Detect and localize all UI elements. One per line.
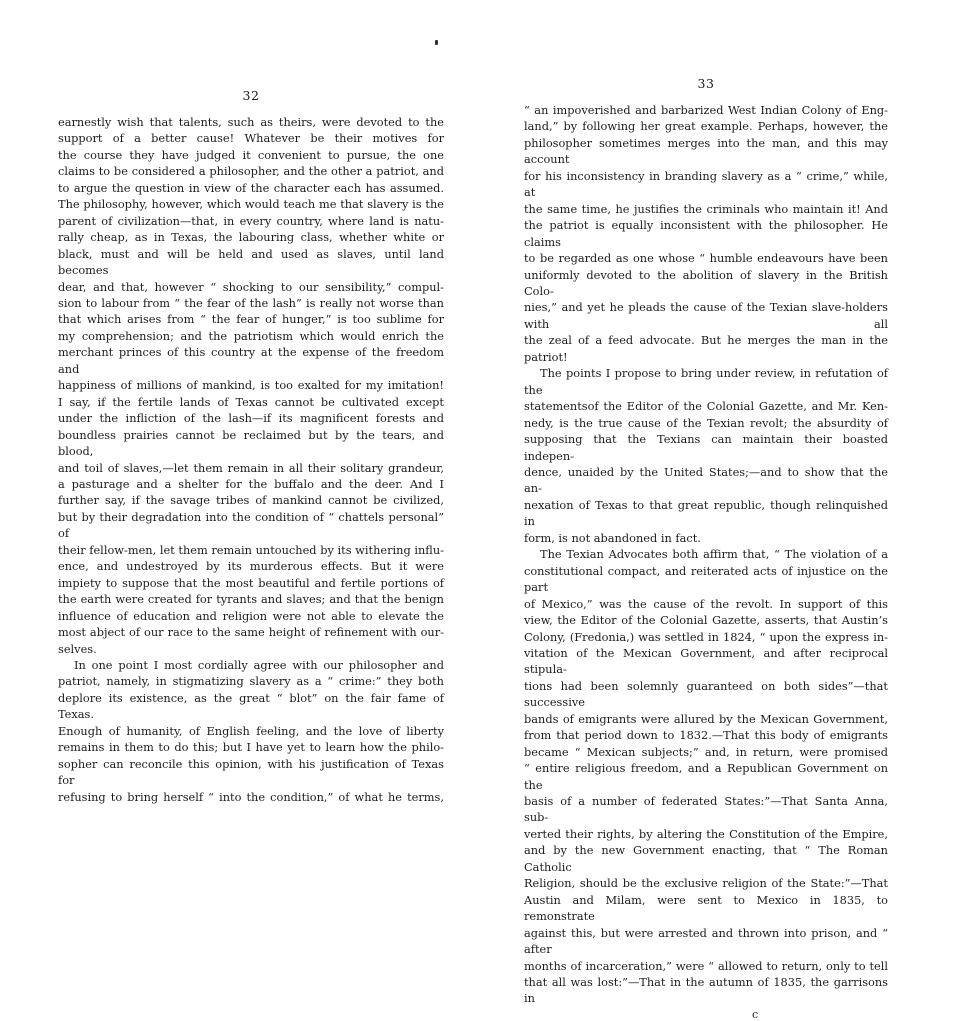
right-page-text xyxy=(524,102,888,1007)
left-page-text xyxy=(58,114,444,805)
text-line: statementsof the Editor of the Colonial Gazette, and Mr. Ken- xyxy=(524,399,888,414)
text-line: The points I propose to bring under review, in refutation of the xyxy=(524,366,888,397)
text-line: to argue the question in view of the character each has assumed. xyxy=(58,180,444,195)
right-page xyxy=(524,76,888,1021)
text-line: Enough of humanity, of English feeling, and the love of liberty xyxy=(58,723,444,738)
text-line: my comprehension; and the patriotism which would enrich the xyxy=(58,328,444,343)
text-line: ence, and undestroyed by its murderous effects. But it were xyxy=(58,559,444,574)
text-line: that all was lost:”—That in the autumn of 1835, the garrisons in xyxy=(524,975,888,1006)
text-line: the zeal of a feed advocate. But he merges the man in the patriot! xyxy=(524,333,888,364)
page-number-right: 33 xyxy=(697,76,715,91)
text-line: of Mexico,” was the cause of the revolt. In support of this xyxy=(524,596,888,611)
text-line: sopher can reconcile this opinion, with his justification of Texas for xyxy=(58,756,444,788)
text-line: to be regarded as one whose “ humble endeavours have been xyxy=(524,251,888,266)
text-line: Austin and Milam, were sent to Mexico in 1835, to remonstrate xyxy=(524,892,888,924)
text-line: their fellow-men, let them remain untouched by its withering influ- xyxy=(58,542,444,557)
text-line: constitutional compact, and reiterated acts of injustice on the part xyxy=(524,563,888,595)
text-line: vitation of the Mexican Government, and after reciprocal stipula- xyxy=(524,645,888,677)
text-line: “ an impoverished and barbarized West Indian Colony of Eng- xyxy=(524,103,888,117)
text-line: sion to labour from “ the fear of the lash” is really not worse than xyxy=(58,295,444,310)
text-line: patriot, namely, in stigmatizing slavery as a “ crime:” they both xyxy=(58,674,444,689)
text-line: became “ Mexican subjects;” and, in return, were promised xyxy=(524,744,888,759)
text-line: refusing to bring herself “ into the condition,” of what he terms, xyxy=(58,789,444,804)
text-line: nies,” and yet he pleads the cause of the Texian slave-holders with all xyxy=(524,300,888,331)
text-line: “ entire religious freedom, and a Republican Government on the xyxy=(524,761,888,792)
text-line: The Texian Advocates both affirm that, “ The violation of a xyxy=(540,547,888,562)
text-line: The philosophy, however, which would teach me that slavery is the xyxy=(58,197,444,212)
text-line: impiety to suppose that the most beautiful and fertile portions of xyxy=(58,575,444,590)
text-line: months of incarceration,” were “ allowed to return, only to tell xyxy=(524,958,888,973)
text-line: selves. xyxy=(58,641,97,656)
text-line: under the infliction of the lash—if its magnificent forests and xyxy=(58,411,444,426)
text-line: parent of civilization—that, in every country, where land is natu- xyxy=(58,213,444,228)
text-line: that which arises from “ the fear of hunger,” is too sublime for xyxy=(58,312,444,327)
text-line: supposing that the Texians can maintain their boasted indepen- xyxy=(524,432,888,463)
text-line: the earth were created for tyrants and slaves; and that the benign xyxy=(58,592,444,607)
text-line: support of a better cause! Whatever be their motives for xyxy=(58,131,444,146)
text-line: uniformly devoted to the abolition of slavery in the British Colo- xyxy=(524,267,888,298)
text-line: philosopher sometimes merges into the man, and this may account xyxy=(524,135,888,167)
text-line: land,” by following her great example. Perhaps, however, the xyxy=(524,119,888,134)
text-line: and by the new Government enacting, that “ The Roman Catholic xyxy=(524,843,888,874)
text-line: the same time, he justifies the criminals who maintain it! And xyxy=(524,201,888,216)
text-line: but by their degradation into the condition of “ chattels personal” of xyxy=(58,509,444,541)
text-line: claims to be considered a philosopher, and the other a patriot, and xyxy=(58,164,444,179)
text-line: most abject of our race to the same height of refinement with our- xyxy=(58,625,444,640)
text-line: Religion, should be the exclusive religion of the State:”—That xyxy=(524,876,888,891)
left-page xyxy=(58,88,444,805)
text-line: form, is not abandoned in fact. xyxy=(524,530,701,545)
text-line: and toil of slaves,—let them remain in all their solitary grandeur, xyxy=(58,460,444,475)
text-line: for his inconsistency in branding slavery as a “ crime,” while, at xyxy=(524,168,888,200)
text-line: verted their rights, by altering the Constitution of the Empire, xyxy=(524,826,888,841)
ink-speck xyxy=(435,40,438,45)
text-line: the course they have judged it convenient to pursue, the one xyxy=(58,147,444,162)
text-line: from that period down to 1832.—That this body of emigrants xyxy=(524,728,888,743)
text-line: tions had been solemnly guaranteed on both sides”—that successive xyxy=(524,678,888,710)
text-line: influence of education and religion were not able to elevate the xyxy=(58,608,444,623)
text-line: view, the Editor of the Colonial Gazette, asserts, that Austin’s xyxy=(524,613,888,628)
signature-mark: c xyxy=(752,1007,759,1021)
text-line: dence, unaided by the United States;—and to show that the an- xyxy=(524,464,888,496)
text-line: deplore its existence, as the great “ blot” on the fair fame of Texas. xyxy=(58,690,444,722)
page-number-left: 32 xyxy=(242,88,260,103)
text-line: earnestly wish that talents, such as theirs, were devoted to the xyxy=(58,115,444,129)
text-line: bands of emigrants were allured by the Mexican Government, xyxy=(524,711,888,726)
text-line: further say, if the savage tribes of mankind cannot be civilized, xyxy=(58,493,444,508)
text-line: black, must and will be held and used as slaves, until land becomes xyxy=(58,246,444,278)
text-line: In one point I most cordially agree with our philosopher and xyxy=(74,657,444,672)
text-line: against this, but were arrested and thrown into prison, and “ after xyxy=(524,925,888,957)
text-line: I say, if the fertile lands of Texas cannot be cultivated except xyxy=(58,394,444,409)
text-line: remains in them to do this; but I have yet to learn how the philo- xyxy=(58,740,444,755)
text-line: merchant princes of this country at the expense of the freedom and xyxy=(58,345,444,376)
text-line: rally cheap, as in Texas, the labouring class, whether white or xyxy=(58,230,444,245)
text-line: basis of a number of federated States:”—That Santa Anna, sub- xyxy=(524,794,888,825)
text-line: boundless prairies cannot be reclaimed but by the tears, and blood, xyxy=(58,427,444,459)
text-line: dear, and that, however “ shocking to our sensibility,” compul- xyxy=(58,279,444,294)
text-line: nedy, is the true cause of the Texian revolt; the absurdity of xyxy=(524,415,888,430)
text-line: happiness of millions of mankind, is too exalted for my imitation! xyxy=(58,378,444,393)
text-line: the patriot is equally inconsistent with the philosopher. He claims xyxy=(524,218,888,249)
text-line: a pasturage and a shelter for the buffalo and the deer. And I xyxy=(58,476,444,491)
text-line: Colony, (Fredonia,) was settled in 1824, “ upon the express in- xyxy=(524,629,888,644)
text-line: nexation of Texas to that great republic, though relinquished in xyxy=(524,497,888,529)
